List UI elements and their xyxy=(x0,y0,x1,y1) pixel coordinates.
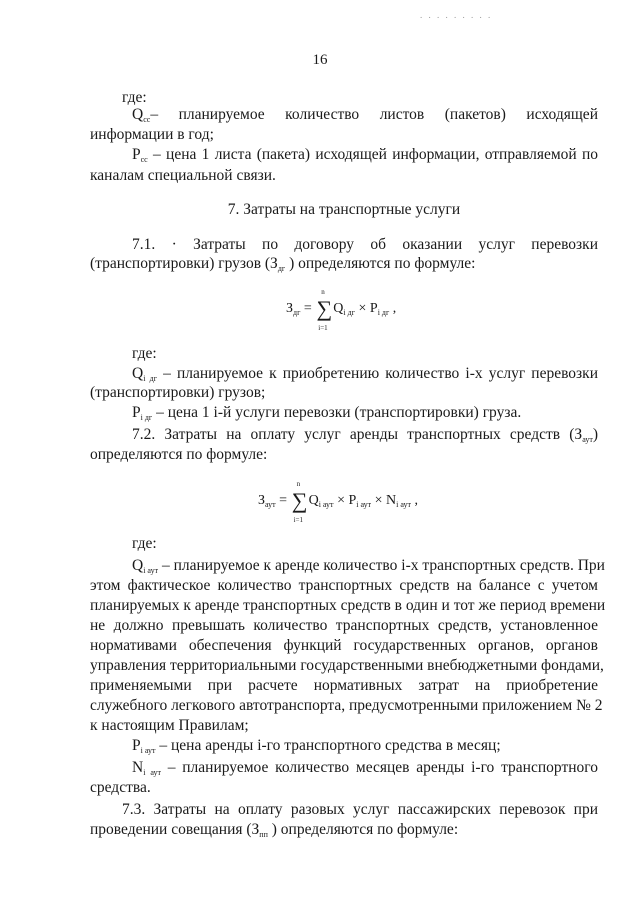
text-line: информации в год; xyxy=(90,126,214,143)
clause-7-3-line2: проведении совещания ($З_{пп}$ ) определяются по формуле: xyxy=(90,821,459,839)
clause-7-3-line1: 7.3. Затраты на оплату разовых услуг пассажирских перевозок при xyxy=(122,801,598,818)
definition-qiaut: $Q_{i аут}$ – планируемое к аренде количество i-х транспортных средств. При xyxy=(132,557,605,575)
text-line: (транспортировки) грузов; xyxy=(90,384,266,401)
formula-vehicle-rental: $З_{аут}$ = n ∑ i=1 $Q_{i аут} \times P_{i аут} \times N_{i аут}$ , xyxy=(258,480,419,524)
text-line: не должно превышать количество транспортных средств, установленное xyxy=(90,617,598,634)
where-label: где: xyxy=(132,535,157,552)
text-line: этом фактическое количество транспортных средств на балансе с учетом xyxy=(90,577,598,594)
formula-transport-cargo: $З_{дг}$ = n ∑ i=1 $Q_{i дг} \times P_{i дг}$ , xyxy=(286,288,397,332)
text-line: планируемых к аренде транспортных средств в один и тот же период времени xyxy=(90,597,606,614)
clause-7-1-line1: 7.1. · Затраты по договору об оказании услуг перевозки xyxy=(132,236,598,253)
clause-7-2-line2: определяются по формуле: xyxy=(90,446,268,463)
where-label: где: xyxy=(122,89,147,106)
definition-qcc: $Q_{сс}-$ планируемое количество листов (пакетов) исходящей xyxy=(132,106,598,124)
definition-pcc: $P_{сс}$ – цена 1 листа (пакета) исходящей информации, отправляемой по xyxy=(132,146,598,164)
page-number: 16 xyxy=(312,52,328,68)
text-line: служебного легкового автотранспорта, предусмотренными приложением № 2 xyxy=(90,697,603,714)
section-heading: 7. Затраты на транспортные услуги xyxy=(227,201,461,218)
text-line: нормативами обеспечения функций государственных органов, органов xyxy=(90,637,598,654)
text-line: средства. xyxy=(90,779,151,796)
clause-7-1-line2: (транспортировки) грузов ($З_{дг}$ ) определяются по формуле: xyxy=(90,255,476,273)
text-line: управления территориальными государственными внебюджетными фондами, xyxy=(90,657,604,674)
clause-7-2-line1: 7.2. Затраты на оплату услуг аренды транспортных средств $(З_{аут})$ xyxy=(132,426,598,444)
definition-pidg: $P_{i дг}$ – цена 1 i-й услуги перевозки (транспортировки) груза. xyxy=(132,404,522,422)
text-line: каналам специальной связи. xyxy=(90,167,276,184)
definition-piaut: $P_{i аут}$ – цена аренды i-го транспортного средства в месяц; xyxy=(132,737,501,755)
text-line: к настоящим Правилам; xyxy=(90,717,249,734)
text-line: применяемыми при расчете нормативных затрат на приобретение xyxy=(90,677,598,694)
scan-artifact: . . . . . . . . . xyxy=(420,10,493,20)
where-label: где: xyxy=(132,345,157,362)
definition-qidg: $Q_{i дг}$ – планируемое к приобретению количество i-х услуг перевозки xyxy=(132,365,598,383)
definition-niaut: $N_{i аут}$ – планируемое количество месяцев аренды i-го транспортного xyxy=(132,759,598,777)
